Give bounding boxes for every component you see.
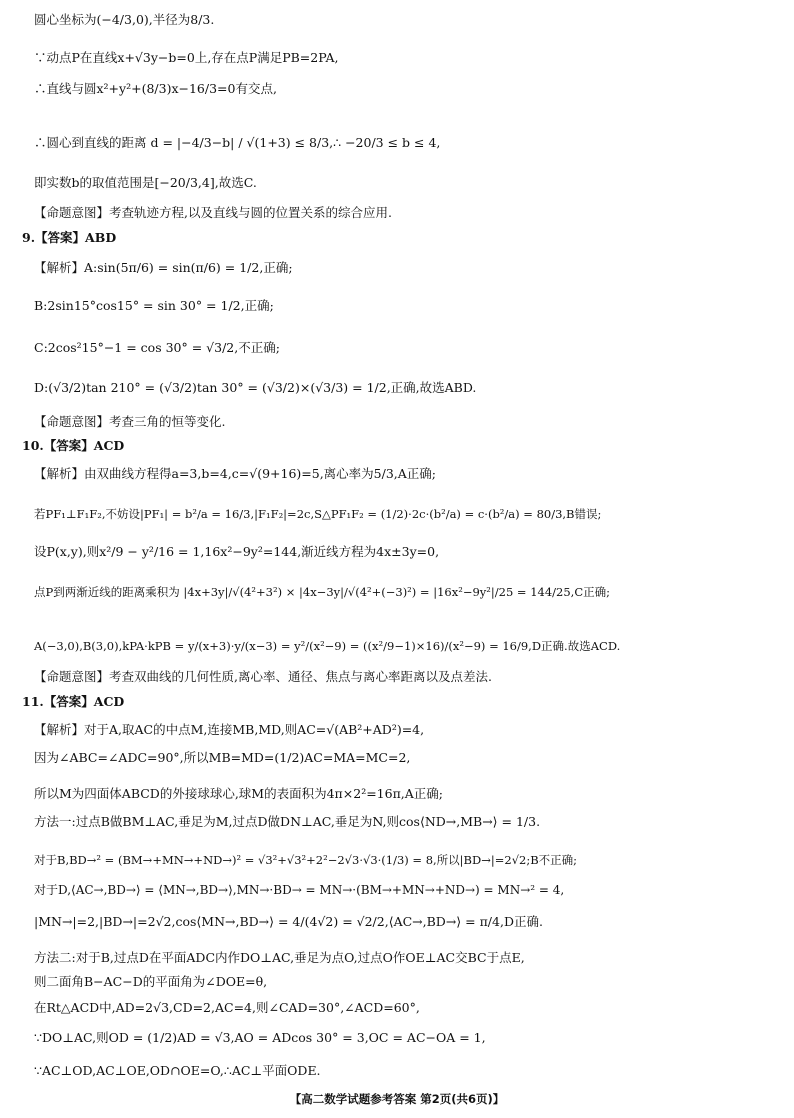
- page-footer: 【高二数学试题参考答案 第2页(共6页)】: [289, 1092, 505, 1106]
- text-line: 点P到两渐近线的距离乘积为 |4x+3y|/√(4²+3²) × |4x−3y|/√(4²+(−3)²) = |16x²−9y²|/25 = 144/25,C正确;: [34, 585, 611, 599]
- text-line: ∵DO⊥AC,则OD = (1/2)AD = √3,AO = ADcos 30° = 3,OC = AC−OA = 1,: [34, 1030, 486, 1045]
- intent-note: 【命题意图】考查轨迹方程,以及直线与圆的位置关系的综合应用.: [34, 205, 392, 220]
- text-line: A(−3,0),B(3,0),kPA·kPB = y/(x+3)·y/(x−3) = y²/(x²−9) = ((x²/9−1)×16)/(x²−9) = 16/9,D正确.故选ACD.: [34, 639, 621, 653]
- text-line: 对于D,⟨AC→,BD→⟩ = ⟨MN→,BD→⟩,MN→·BD→ = MN→·(BM→+MN→+ND→) = MN→² = 4,: [34, 883, 565, 897]
- intent-note: 【命题意图】考查双曲线的几何性质,离心率、通径、焦点与离心率距离以及点差法.: [34, 669, 492, 684]
- text-line: C:2cos²15°−1 = cos 30° = √3/2,不正确;: [34, 340, 280, 355]
- text-line: 对于B,BD→² = (BM→+MN→+ND→)² = √3²+√3²+2²−2√3·√3·(1/3) = 8,所以|BD→|=2√2;B不正确;: [34, 853, 578, 867]
- text-line: 即实数b的取值范围是[−20/3,4],故选C.: [34, 175, 257, 190]
- text-line: 【解析】由双曲线方程得a=3,b=4,c=√(9+16)=5,离心率为5/3,A正确;: [34, 466, 437, 481]
- text-line: 所以M为四面体ABCD的外接球球心,球M的表面积为4π×2²=16π,A正确;: [34, 786, 444, 801]
- answer-heading: 11.【答案】ACD: [22, 694, 125, 709]
- text-line: |MN→|=2,|BD→|=2√2,cos⟨MN→,BD→⟩ = 4/(4√2) = √2/2,⟨AC→,BD→⟩ = π/4,D正确.: [34, 914, 543, 929]
- text-line: 则二面角B−AC−D的平面角为∠DOE=θ,: [34, 974, 268, 989]
- text-line: ∵AC⊥OD,AC⊥OE,OD∩OE=O,∴AC⊥平面ODE.: [34, 1063, 321, 1078]
- intent-note: 【命题意图】考查三角的恒等变化.: [34, 414, 226, 429]
- text-line: D:(√3/2)tan 210° = (√3/2)tan 30° = (√3/2)×(√3/3) = 1/2,正确,故选ABD.: [34, 380, 477, 395]
- answer-heading: 9.【答案】ABD: [22, 230, 117, 245]
- text-line: ∵动点P在直线x+√3y−b=0上,存在点P满足PB=2PA,: [34, 50, 339, 65]
- text-line: 在Rt△ACD中,AD=2√3,CD=2,AC=4,则∠CAD=30°,∠ACD=60°,: [34, 1000, 420, 1015]
- text-line: B:2sin15°cos15° = sin 30° = 1/2,正确;: [34, 298, 274, 313]
- text-line: 因为∠ABC=∠ADC=90°,所以MB=MD=(1/2)AC=MA=MC=2,: [34, 750, 411, 765]
- text-line: 【解析】A:sin(5π/6) = sin(π/6) = 1/2,正确;: [34, 260, 293, 275]
- text-line: 圆心坐标为(−4/3,0),半径为8/3.: [34, 12, 215, 27]
- text-line: 若PF₁⊥F₁F₂,不妨设|PF₁| = b²/a = 16/3,|F₁F₂|=2c,S△PF₁F₂ = (1/2)·2c·(b²/a) = c·(b²/a) = 80/3,B错误;: [34, 507, 602, 521]
- text-line: ∴直线与圆x²+y²+(8/3)x−16/3=0有交点,: [34, 81, 277, 96]
- text-line: 方法一:过点B做BM⊥AC,垂足为M,过点D做DN⊥AC,垂足为N,则cos⟨ND→,MB→⟩ = 1/3.: [34, 814, 541, 829]
- text-line: 方法二:对于B,过点D在平面ADC内作DO⊥AC,垂足为点O,过点O作OE⊥AC交BC于点E,: [34, 950, 525, 965]
- text-line: 设P(x,y),则x²/9 − y²/16 = 1,16x²−9y²=144,渐近线方程为4x±3y=0,: [34, 544, 440, 559]
- text-line: 【解析】对于A,取AC的中点M,连接MB,MD,则AC=√(AB²+AD²)=4,: [34, 722, 425, 737]
- answer-heading: 10.【答案】ACD: [22, 438, 125, 453]
- text-line: ∴圆心到直线的距离 d = |−4/3−b| / √(1+3) ≤ 8/3,∴ −20/3 ≤ b ≤ 4,: [34, 135, 441, 150]
